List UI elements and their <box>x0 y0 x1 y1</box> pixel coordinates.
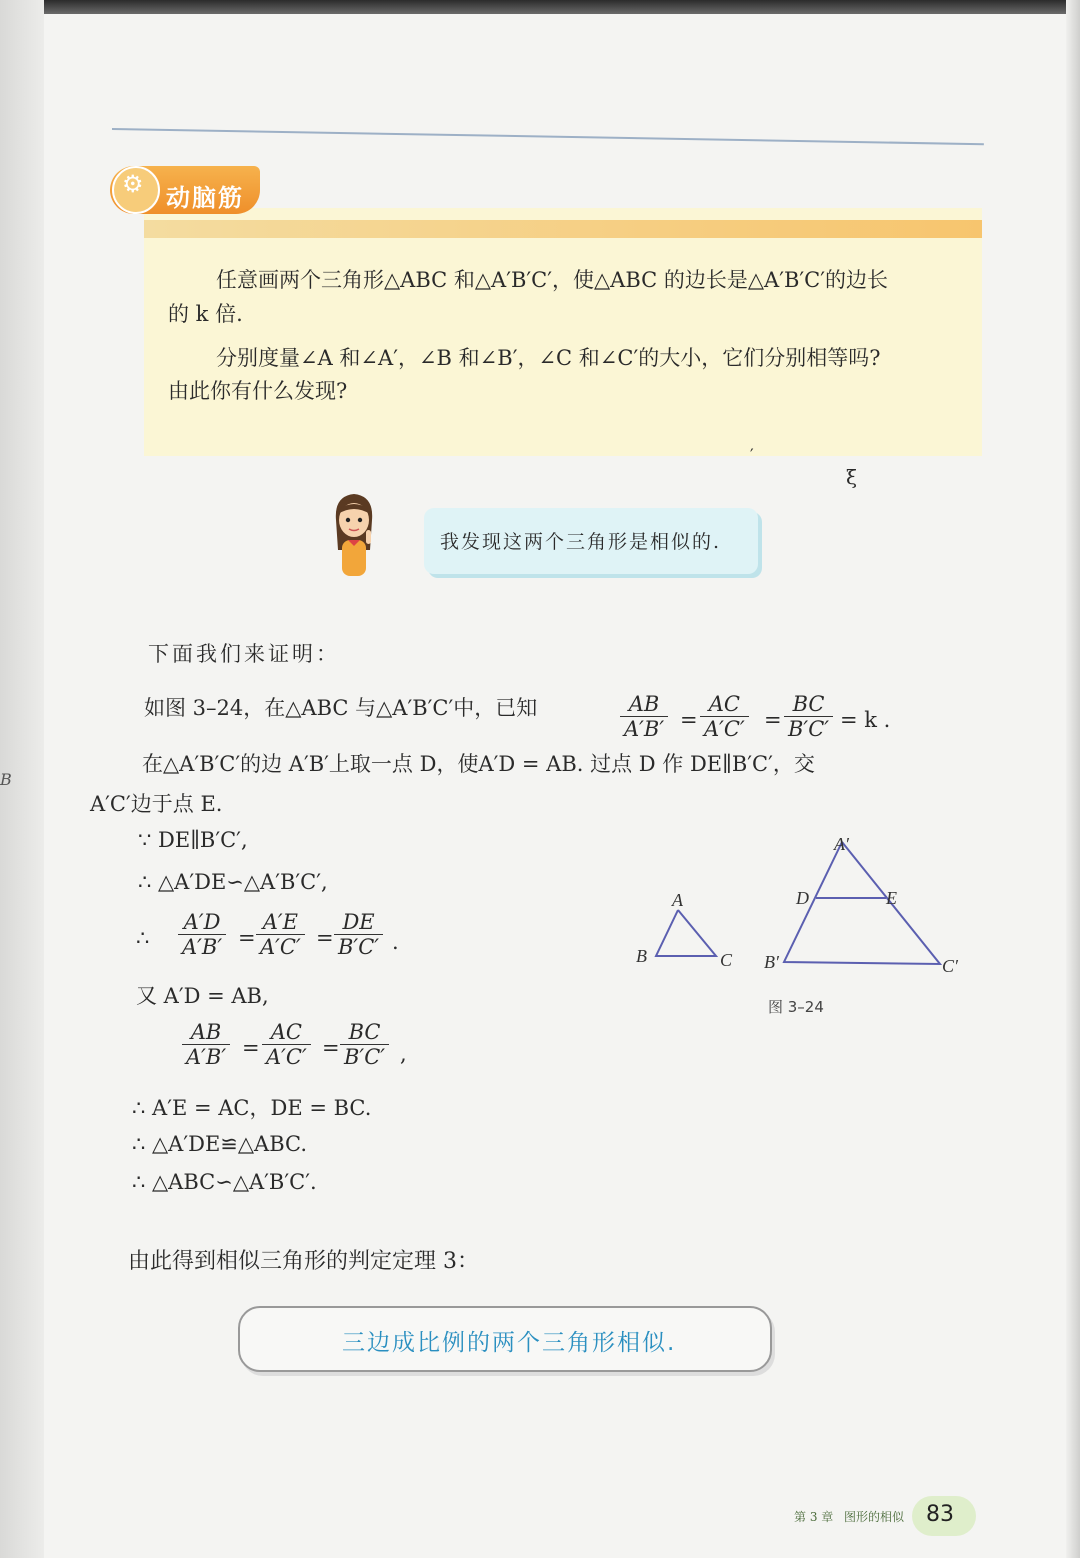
label-A-prime: A′ <box>834 834 849 854</box>
ratio-fraction <box>182 1020 230 1069</box>
speech-bubble-text: 我发现这两个三角形是相似的. <box>440 531 722 553</box>
given-prefix: 如图 3–24，在△ABC 与△A′B′C′中，已知 <box>144 696 538 720</box>
comma: , <box>400 1042 407 1066</box>
fraction-denominator: A′C′ <box>260 935 301 959</box>
stray-mark: ′ <box>750 445 754 464</box>
equals-sign: = <box>238 926 256 950</box>
fraction-denominator: A′C′ <box>266 1045 307 1069</box>
proof-step-equal-sides: ∴ A′E = AC，DE = BC. <box>132 1096 372 1120</box>
label-E: E <box>886 888 897 908</box>
period: . <box>392 930 399 954</box>
fraction-denominator: A′B′ <box>186 1045 227 1069</box>
small-triangle <box>656 910 716 956</box>
label-C-prime: C′ <box>942 956 958 976</box>
fraction-numerator: A′D <box>178 910 226 935</box>
fraction-numerator: AB <box>182 1020 230 1045</box>
therefore-symbol: ∴ <box>136 926 150 950</box>
construction-line2: A′C′边于点 E. <box>90 792 223 816</box>
fraction-numerator: AC <box>262 1020 311 1045</box>
fraction-numerator: DE <box>334 910 383 935</box>
footer-section: 图形的相似 <box>844 1510 905 1524</box>
label-D: D <box>796 888 809 908</box>
think-para1-line2: 的 k 倍. <box>168 302 243 326</box>
fraction-denominator: B′C′ <box>344 1045 386 1069</box>
triangle-figure <box>620 826 980 992</box>
label-B-prime: B′ <box>764 952 779 972</box>
equals-sign: = <box>322 1036 340 1060</box>
top-rule <box>112 128 984 145</box>
theorem-text: 三边成比例的两个三角形相似. <box>342 1330 677 1356</box>
girl-illustration-icon <box>326 490 382 580</box>
proof-step-congruent: ∴ △A′DE≌△ABC. <box>132 1132 308 1156</box>
think-para2-line2: 由此你有什么发现? <box>168 379 348 403</box>
proof-step-conclusion: ∴ △ABC∽△A′B′C′. <box>132 1170 317 1194</box>
given-fraction <box>784 692 833 741</box>
given-suffix: = k . <box>840 708 891 732</box>
fraction-numerator: BC <box>340 1020 389 1045</box>
page-top-shadow <box>0 0 1080 14</box>
fraction-numerator: AB <box>620 692 668 717</box>
proof-step-since: ∵ DE∥B′C′, <box>138 828 248 852</box>
label-A: A <box>672 890 683 910</box>
fraction-numerator: BC <box>784 692 833 717</box>
think-para2-line1: 分别度量∠A 和∠A′，∠B 和∠B′，∠C 和∠C′的大小，它们分别相等吗? <box>216 346 881 370</box>
fraction-denominator: B′C′ <box>338 935 380 959</box>
think-badge-label: 动脑筋 <box>166 184 244 212</box>
equals-sign: = <box>316 926 334 950</box>
ratio-fraction <box>262 1020 311 1069</box>
conclusion-intro: 由此得到相似三角形的判定定理 3： <box>128 1249 479 1274</box>
ratio-fraction <box>256 910 305 959</box>
equals-sign: = <box>764 708 782 732</box>
fraction-denominator: A′B′ <box>182 935 223 959</box>
fraction-denominator: A′C′ <box>704 717 745 741</box>
given-fraction <box>620 692 668 741</box>
think-para1-line1: 任意画两个三角形△ABC 和△A′B′C′，使△ABC 的边长是△A′B′C′的边长 <box>216 268 888 292</box>
fraction-denominator: B′C′ <box>788 717 830 741</box>
ratio-fraction <box>334 910 383 959</box>
page-number: 83 <box>926 1502 954 1527</box>
proof-step-similar: ∴ △A′DE∽△A′B′C′, <box>138 870 328 894</box>
label-B: B <box>636 946 647 966</box>
fraction-denominator: A′B′ <box>624 717 665 741</box>
equals-sign: = <box>680 708 698 732</box>
label-C: C <box>720 950 733 970</box>
footer-chapter: 第 3 章 <box>794 1510 834 1524</box>
ratio-fraction <box>340 1020 389 1069</box>
think-header-band <box>144 220 982 238</box>
fraction-numerator: A′E <box>256 910 305 935</box>
proof-step-also: 又 A′D = AB, <box>136 984 269 1008</box>
stray-mark: ξ <box>846 465 858 489</box>
page-right-edge <box>1066 0 1080 1558</box>
given-fraction <box>700 692 749 741</box>
equals-sign: = <box>242 1036 260 1060</box>
ratio-fraction <box>178 910 226 959</box>
figure-caption: 图 3–24 <box>768 998 824 1016</box>
proof-intro: 下面我们来证明： <box>148 642 340 666</box>
construction-line1: 在△A′B′C′的边 A′B′上取一点 D，使A′D = AB. 过点 D 作 DE∥B′C′，交 <box>142 752 815 776</box>
facing-page-letter: B <box>0 770 12 789</box>
gear-icon: ⚙ <box>122 170 144 198</box>
fraction-numerator: AC <box>700 692 749 717</box>
think-panel <box>144 208 982 456</box>
